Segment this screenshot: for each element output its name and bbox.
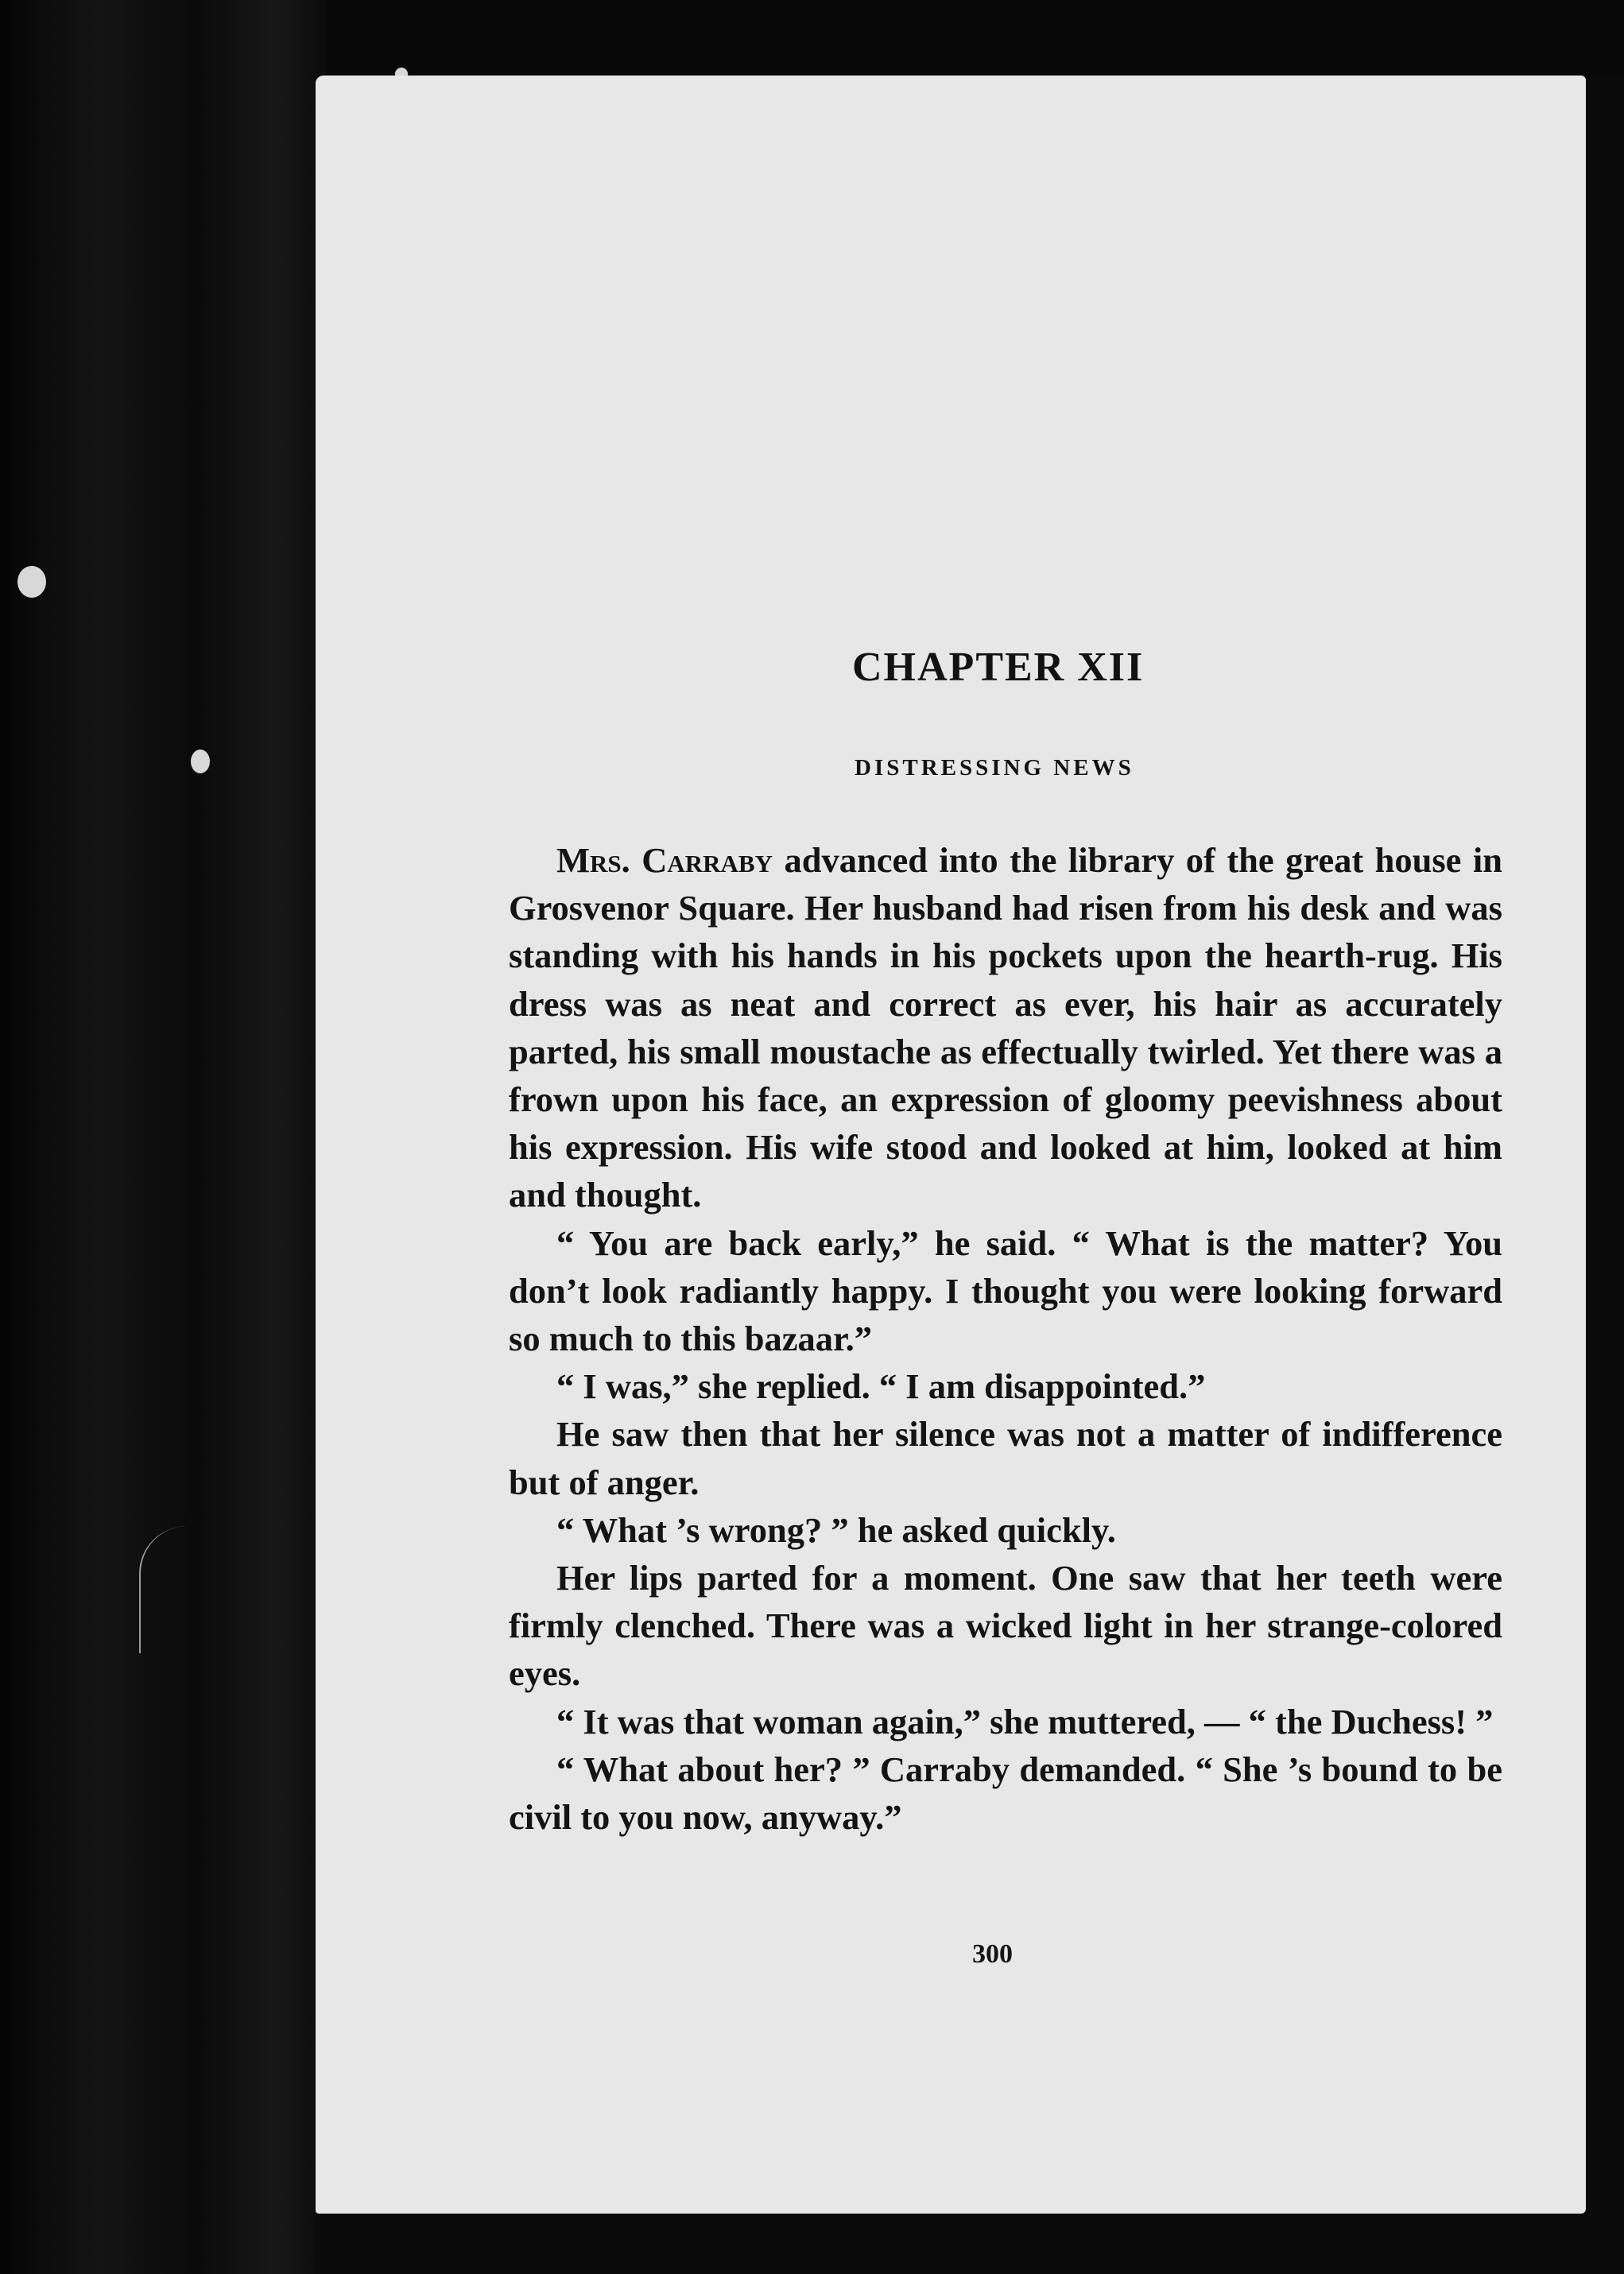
book-binding [0, 0, 326, 2274]
paragraph: “ I was,” she replied. “ I am disappointed.” [556, 1366, 1206, 1407]
paragraph: Her lips parted for a moment. One saw that her teeth were firmly clenched. There was a wicked light in her strange-colored eyes. [509, 1558, 1502, 1694]
paragraph: “ You are back early,” he said. “ What is the matter? You don’t look radiantly happy. I thought you were looking forward so much to this bazaar.” [509, 1222, 1502, 1359]
chapter-title: CHAPTER XII [852, 645, 1145, 690]
chapter-subtitle: DISTRESSING NEWS [855, 755, 1134, 781]
paragraph: He saw then that her silence was not a matter of indifference but of anger. [509, 1414, 1502, 1502]
paragraph-text: advanced into the library of the great house in Grosvenor Square. Her husband had risen from his desk and was standing with his hands in his pockets upon the hearth-rug. His dress was as neat and correct as ever, his hair as accurately parted, his small moustache as effectually twirled. Yet there was a frown upon his face, an expression of gloomy peevishness about his expression. His wife stood and looked at him, looked at him and thought. [509, 840, 1502, 1215]
scan-fleck [191, 750, 210, 773]
body-text [509, 836, 1502, 1841]
paragraph: “ What ’s wrong? ” he asked quickly. [556, 1509, 1116, 1550]
paragraph [509, 836, 1502, 1219]
scan-bottom-border [316, 2214, 1624, 2274]
scan-fleck [17, 566, 46, 598]
scan-right-border [1586, 76, 1624, 2274]
paragraph: “ What about her? ” Carraby demanded. “ She ’s bound to be civil to you now, anyway.” [509, 1749, 1502, 1838]
scan-top-border [326, 0, 1624, 79]
paragraph: “ It was that woman again,” she muttered, — “ the Duchess! ” [556, 1701, 1494, 1741]
page-number: 300 [972, 1939, 1013, 1969]
paragraph-lead: Mrs. Carraby [556, 840, 773, 880]
